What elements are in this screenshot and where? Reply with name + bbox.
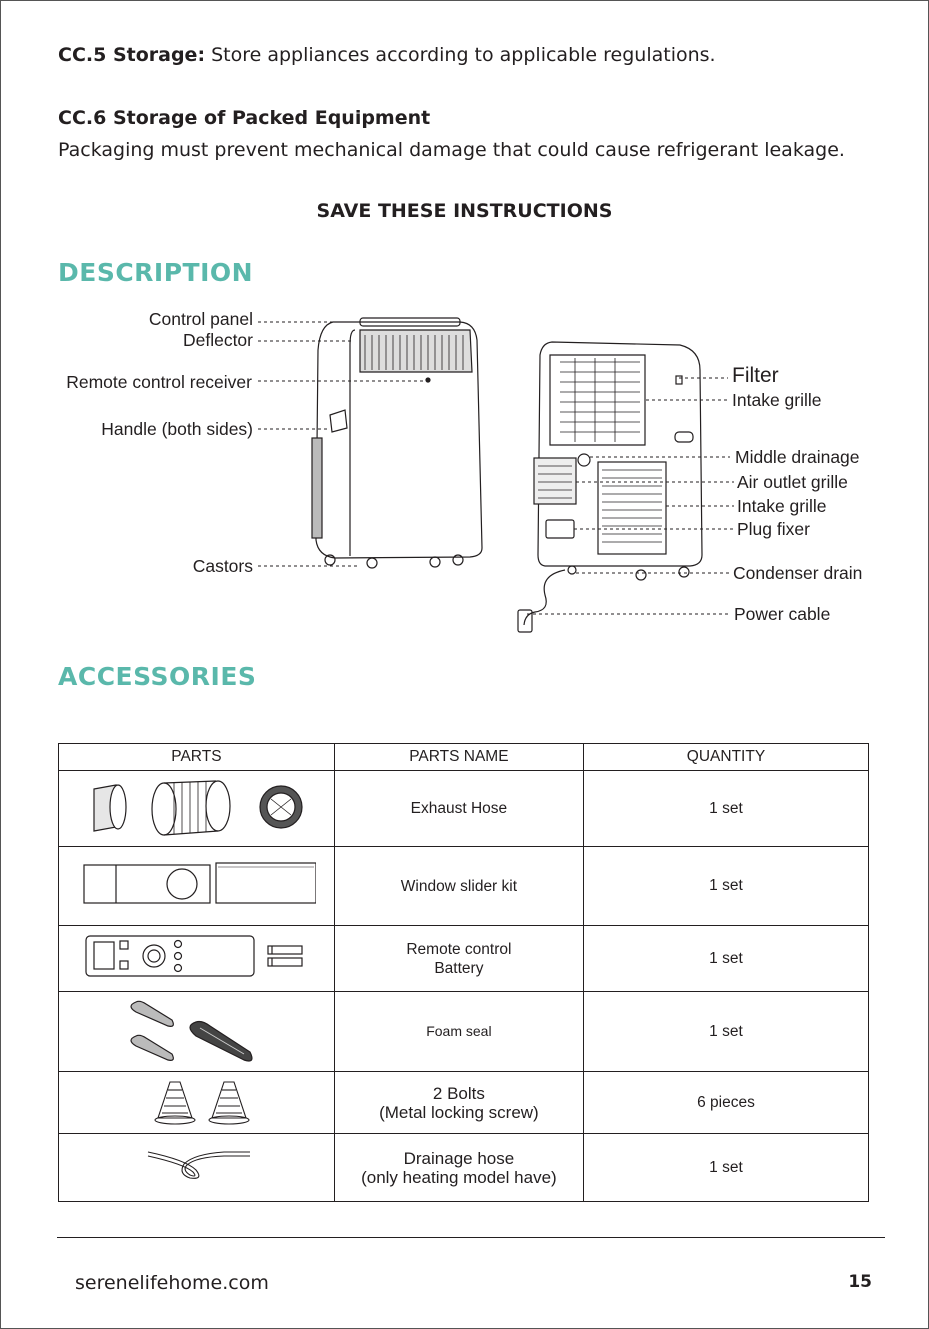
exhaust-hose-parts-icon [59, 771, 335, 847]
column-header-parts: PARTS [59, 744, 335, 771]
quantity-foam-seal: 1 set [583, 992, 868, 1072]
table-row [59, 926, 869, 992]
cc5-text: Store appliances according to applicable regulations. [205, 44, 716, 66]
bolts-parts-icon [59, 1072, 335, 1134]
accessories-table [58, 743, 869, 1202]
label-castors: Castors [192, 556, 253, 576]
table-row [59, 1134, 869, 1202]
label-plug-fixer: Plug fixer [737, 519, 810, 539]
front-unit-illustration [312, 318, 482, 568]
label-remote-control-receiver: Remote control receiver [66, 372, 252, 392]
quantity-drainage-hose: 1 set [583, 1134, 868, 1202]
cc6-text: Packaging must prevent mechanical damage that could cause refrigerant leakage. [58, 139, 845, 161]
label-handle: Handle (both sides) [101, 419, 253, 439]
part-name-exhaust-hose: Exhaust Hose [334, 771, 583, 847]
description-heading: DESCRIPTION [58, 258, 254, 287]
foam-seal-parts-icon [59, 992, 335, 1072]
label-control-panel: Control panel [148, 309, 253, 329]
column-header-parts-name: PARTS NAME [334, 744, 583, 771]
label-power-cable: Power cable [734, 604, 831, 624]
table-row [59, 771, 869, 847]
part-name-window-slider-kit: Window slider kit [334, 847, 583, 926]
table-row [59, 1072, 869, 1134]
cc5-title: CC.5 Storage: [58, 44, 206, 66]
footer-divider [57, 1237, 885, 1238]
window-slider-kit-parts-icon [59, 847, 335, 926]
part-name-drainage-hose: Drainage hose (only heating model have) [334, 1134, 583, 1202]
drainage-hose-parts-icon [59, 1134, 335, 1202]
remote-control-battery-parts-icon [59, 926, 335, 992]
unit-diagram [0, 0, 929, 650]
cc6-title: CC.6 Storage of Packed Equipment [58, 107, 431, 129]
table-row [59, 992, 869, 1072]
page-number: 15 [848, 1272, 872, 1292]
quantity-bolts: 6 pieces [583, 1072, 868, 1134]
footer-website: serenelifehome.com [75, 1272, 269, 1294]
back-unit-illustration [518, 342, 702, 632]
quantity-remote-control-battery: 1 set [583, 926, 868, 992]
label-condenser-drain: Condenser drain [733, 563, 863, 583]
label-intake-grille-top: Intake grille [732, 390, 822, 410]
label-air-outlet-grille: Air outlet grille [737, 472, 848, 492]
label-deflector: Deflector [182, 330, 253, 350]
part-name-bolts: 2 Bolts (Metal locking screw) [334, 1072, 583, 1134]
leader-lines [258, 322, 734, 614]
table-row [59, 847, 869, 926]
label-filter: Filter [732, 364, 779, 387]
save-notice: SAVE THESE INSTRUCTIONS [316, 200, 613, 222]
quantity-exhaust-hose: 1 set [583, 771, 868, 847]
quantity-window-slider-kit: 1 set [583, 847, 868, 926]
label-middle-drainage: Middle drainage [735, 447, 860, 467]
part-name-foam-seal: Foam seal [334, 992, 583, 1072]
column-header-quantity: QUANTITY [583, 744, 868, 771]
label-intake-grille-bottom: Intake grille [737, 496, 827, 516]
table-header-row [59, 744, 869, 771]
accessories-heading: ACCESSORIES [58, 662, 257, 691]
part-name-remote-control-battery: Remote control Battery [334, 926, 583, 992]
